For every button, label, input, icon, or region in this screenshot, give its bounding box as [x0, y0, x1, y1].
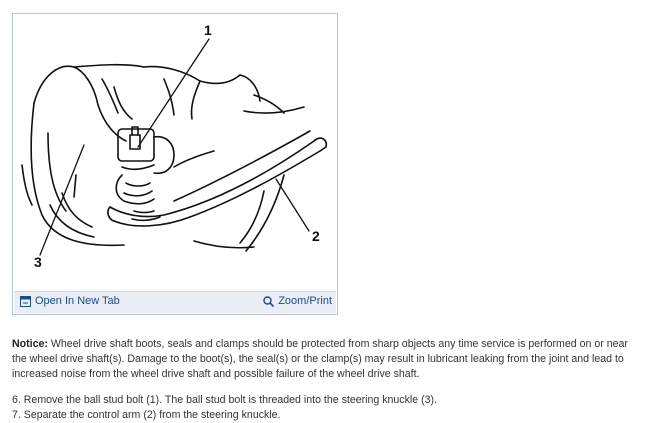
callout-3: 3	[34, 254, 42, 270]
magnifier-icon	[263, 296, 274, 307]
figure-panel	[12, 13, 338, 315]
control-arm-illustration	[14, 15, 336, 293]
callout-1: 1	[204, 22, 212, 38]
figure-toolbar	[14, 291, 336, 313]
zoom-print-label: Zoom/Print	[278, 295, 332, 307]
step-item: 6. Remove the ball stud bolt (1). The ball stud bolt is threaded into the steering knuckle (3).	[12, 394, 437, 406]
zoom-print-button[interactable]	[263, 295, 332, 307]
notice-text: Wheel drive shaft boots, seals and clamps should be protected from sharp objects any time service is performed on or near the wheel drive shaft(s). Damage to the boot(s), the seal(s) or the clamp(s) may result in lubricant leaking from the joint and lead to increased noise from the wheel drive shaft and possible failure of the wheel drive shaft.	[12, 338, 628, 380]
open-in-new-tab-button[interactable]	[20, 295, 120, 307]
open-in-new-tab-icon	[20, 296, 31, 307]
notice-paragraph	[12, 337, 642, 382]
open-in-new-tab-label: Open In New Tab	[35, 295, 120, 307]
notice-label: Notice:	[12, 338, 48, 350]
step-item: 7. Separate the control arm (2) from the steering knuckle.	[12, 409, 281, 421]
callout-2: 2	[312, 228, 320, 244]
steps-list	[12, 393, 642, 423]
